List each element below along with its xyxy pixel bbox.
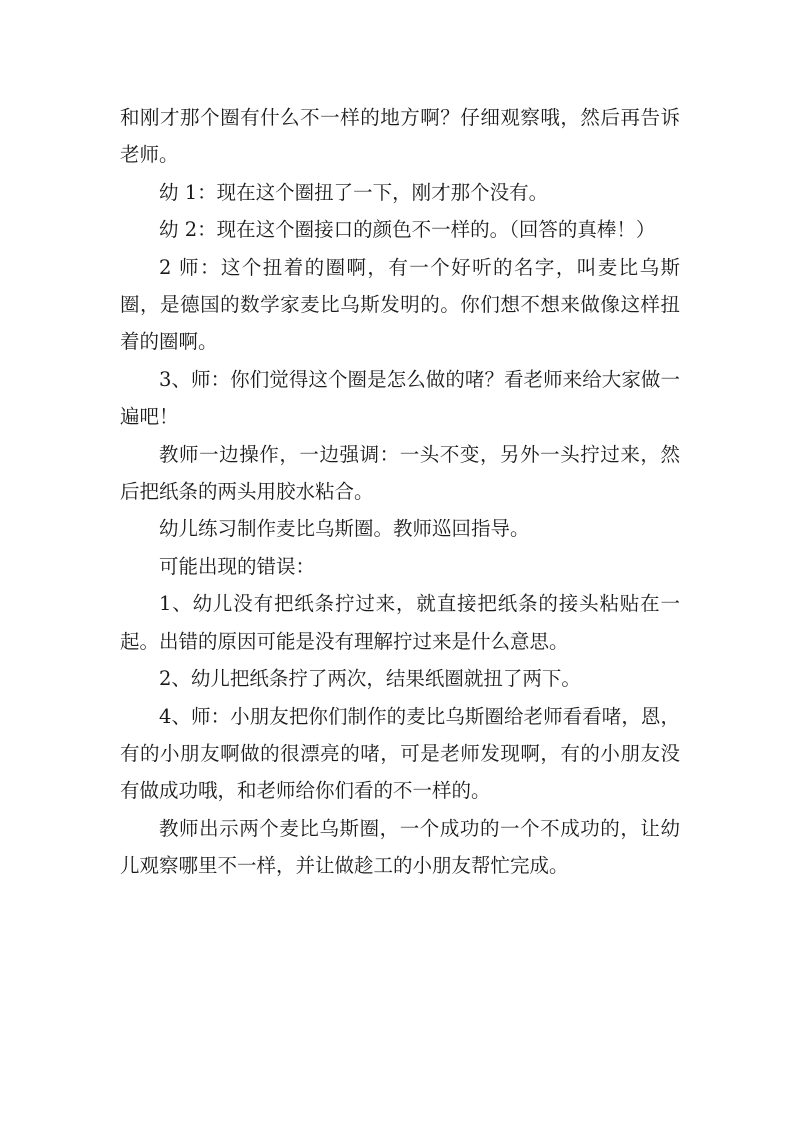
paragraph-9: 1、幼儿没有把纸条拧过来，就直接把纸条的接头粘贴在一起。出错的原因可能是没有理解拧过来是什么意思。 [120, 592, 680, 653]
paragraph-6: 教师一边操作，一边强调：一头不变，另外一头拧过来，然后把纸条的两头用胶水粘合。 [120, 442, 680, 504]
paragraph-3: 幼 2：现在这个圈接口的颜色不一样的。（回答的真棒！） [159, 218, 656, 242]
paragraph-12: 教师出示两个麦比乌斯圈，一个成功的一个不成功的，让幼儿观察哪里不一样，并让做趁工的小朋友帮忙完成。 [120, 816, 680, 878]
document-body [120, 99, 680, 885]
paragraph-7: 幼儿练习制作麦比乌斯圈。教师巡回指导。 [159, 517, 530, 541]
paragraph-2: 幼 1：现在这个圈扭了一下，刚才那个没有。 [159, 180, 549, 204]
paragraph-5: 3、师：你们觉得这个圈是怎么做的啫？看老师来给大家做一遍吧！ [120, 367, 680, 429]
paragraph-1: 和刚才那个圈有什么不一样的地方啊？仔细观察哦，然后再告诉老师。 [120, 106, 680, 167]
paragraph-10: 2、幼儿把纸条拧了两次，结果纸圈就扭了两下。 [159, 667, 581, 691]
paragraph-8: 可能出现的错误： [159, 554, 316, 578]
paragraph-4: 2 师：这个扭着的圈啊，有一个好听的名字，叫麦比乌斯圈，是德国的数学家麦比乌斯发明的。你们想不想来做像这样扭着的圈啊。 [120, 255, 680, 354]
paragraph-11: 4、师：小朋友把你们制作的麦比乌斯圈给老师看看啫，恩，有的小朋友啊做的很漂亮的啫，可是老师发现啊，有的小朋友没有做成功哦，和老师给你们看的不一样的。 [120, 704, 680, 803]
